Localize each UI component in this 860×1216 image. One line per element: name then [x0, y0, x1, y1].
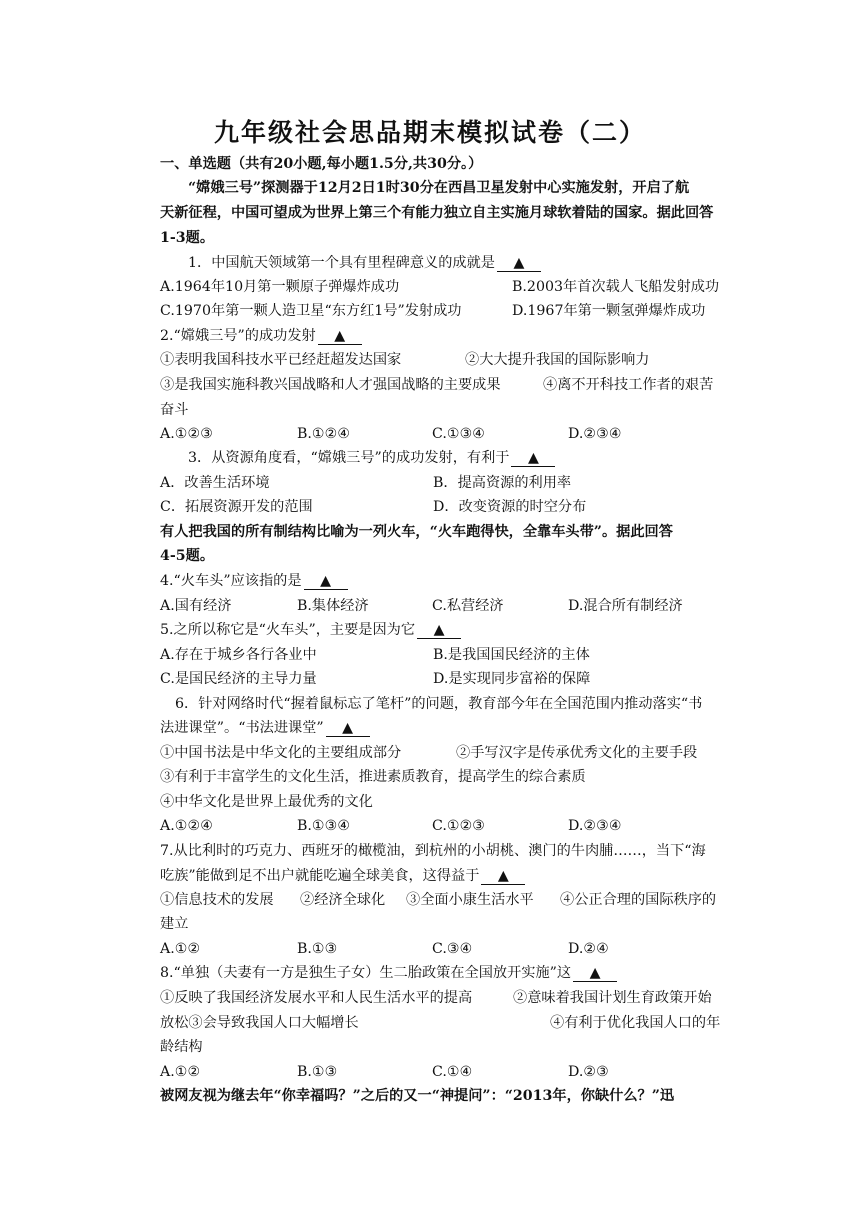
option-a: A.①② [160, 941, 201, 957]
option-b: B.集体经济 [297, 598, 369, 614]
statement-4-continued: 奋斗 [160, 402, 189, 418]
material-2-line-1: 有人把我国的所有制结构比喻为一列火车，“火车跑得快，全靠车头带”。据此回答 [160, 524, 673, 540]
option-a: A.①②④ [160, 818, 213, 834]
option-b: B.①②④ [297, 426, 351, 442]
answer-blank: ▲ [573, 965, 617, 982]
statement-2: ②意味着我国计划生育政策开始 [513, 990, 712, 1006]
option-c: C.1970年第一颗人造卫星“东方红1号”发射成功 [160, 303, 462, 319]
answer-blank: ▲ [417, 622, 461, 639]
option-b: B.①③ [297, 941, 338, 957]
answer-blank: ▲ [481, 868, 525, 885]
statement-3: ③有利于丰富学生的文化生活，推进素质教育，提高学生的综合素质 [160, 769, 586, 785]
option-c: C.是国民经济的主导力量 [160, 671, 317, 687]
statement-2-continued: 放松③会导致我国人口大幅增长 [160, 1015, 359, 1031]
option-d: D．改变资源的时空分布 [433, 499, 587, 515]
question-3-stem [188, 448, 768, 468]
question-7-line-2 [160, 866, 740, 886]
option-a: A.存在于城乡各行各业中 [160, 647, 317, 663]
option-d: D.②③④ [568, 818, 622, 834]
question-6-line-1: 6．针对网络时代“握着鼠标忘了笔杆”的问题，教育部今年在全国范围内推动落实“书 [175, 696, 703, 712]
question-6-line-2 [160, 718, 740, 738]
option-a: A.国有经济 [160, 598, 232, 614]
option-b: B.①③④ [297, 818, 351, 834]
material-3-line-1: 被网友视为继去年“你幸福吗？”之后的又一“神提问”：“2013年，你缺什么？”迅 [160, 1088, 675, 1104]
option-c: C.①③④ [432, 426, 486, 442]
option-d: D.②③ [568, 1064, 609, 1080]
question-4-text: 4.“火车头”应该指的是 [160, 573, 302, 589]
option-b: B.是我国国民经济的主体 [433, 647, 590, 663]
option-c: C．拓展资源开发的范围 [160, 499, 313, 515]
answer-blank: ▲ [318, 328, 362, 345]
question-1-text: 1．中国航天领域第一个具有里程碑意义的成就是 [188, 255, 495, 271]
statement-4: ④有利于优化我国人口的年 [550, 1015, 721, 1031]
statement-2: ②手写汉字是传承优秀文化的主要手段 [456, 745, 698, 761]
question-3-text: 3．从资源角度看，“嫦娥三号”的成功发射，有利于 [188, 450, 510, 466]
question-2-text: 2.“嫦娥三号”的成功发射 [160, 328, 316, 344]
question-5-stem [160, 620, 740, 640]
statement-2: ②经济全球化 [300, 892, 386, 908]
material-1-line-2: 天新征程，中国可望成为世界上第三个有能力独立自主实施月球软着陆的国家。据此回答 [160, 205, 714, 221]
statement-1: ①信息技术的发展 [160, 892, 274, 908]
question-2-stem [160, 326, 740, 346]
material-1-line-3: 1-3题。 [160, 230, 215, 246]
question-7-line-1: 7.从比利时的巧克力、西班牙的橄榄油，到杭州的小胡桃、澳门的牛肉脯……，当下“海 [160, 843, 706, 859]
answer-blank: ▲ [497, 255, 541, 272]
option-d: D.②③④ [568, 426, 622, 442]
question-8-text: 8.“单独（夫妻有一方是独生子女）生二胎政策在全国放开实施”这 [160, 965, 572, 981]
exam-title: 九年级社会思品期末模拟试卷（二） [213, 118, 646, 147]
answer-blank: ▲ [304, 573, 348, 590]
option-b: B.①③ [297, 1064, 338, 1080]
statement-4-continued: 龄结构 [160, 1039, 203, 1055]
question-7-text: 吃族”能做到足不出户就能吃遍全球美食，这得益于 [160, 868, 480, 884]
option-d: D.混合所有制经济 [568, 598, 683, 614]
statement-2: ②大大提升我国的国际影响力 [465, 352, 650, 368]
option-a: A．改善生活环境 [160, 475, 270, 491]
option-c: C.①②③ [432, 818, 486, 834]
statement-4: ④离不开科技工作者的艰苦 [543, 377, 714, 393]
option-c: C.③④ [432, 941, 473, 957]
answer-blank: ▲ [511, 450, 555, 467]
option-b: B.2003年首次载人飞船发射成功 [512, 279, 720, 295]
statement-3: ③全面小康生活水平 [406, 892, 534, 908]
option-c: C.①④ [432, 1064, 473, 1080]
question-6-text: 法进课堂”。“书法进课堂” [160, 720, 324, 736]
option-a: A.①②③ [160, 426, 213, 442]
option-b: B．提高资源的利用率 [433, 475, 572, 491]
option-d: D.②④ [568, 941, 609, 957]
statement-1: ①表明我国科技水平已经赶超发达国家 [160, 352, 402, 368]
material-1-line-1: “嫦娥三号”探测器于12月2日1时30分在西昌卫星发射中心实施发射，开启了航 [188, 180, 690, 196]
section-heading: 一、单选题（共有20小题,每小题1.5分,共30分。） [160, 156, 483, 172]
statement-4-continued: 建立 [160, 916, 189, 932]
option-d: D.1967年第一颗氢弹爆炸成功 [512, 303, 706, 319]
answer-blank: ▲ [326, 720, 370, 737]
material-2-line-2: 4-5题。 [160, 548, 215, 564]
question-8-stem [160, 963, 740, 983]
question-1-stem [188, 253, 768, 273]
statement-4: ④中华文化是世界上最优秀的文化 [160, 794, 373, 810]
question-5-text: 5.之所以称它是“火车头”，主要是因为它 [160, 622, 416, 638]
statement-1: ①反映了我国经济发展水平和人民生活水平的提高 [160, 990, 473, 1006]
option-c: C.私营经济 [432, 598, 504, 614]
statement-1: ①中国书法是中华文化的主要组成部分 [160, 745, 402, 761]
question-4-stem [160, 571, 740, 591]
option-a: A.①② [160, 1064, 201, 1080]
statement-3: ③是我国实施科教兴国战略和人才强国战略的主要成果 [160, 377, 501, 393]
option-a: A.1964年10月第一颗原子弹爆炸成功 [160, 279, 400, 295]
option-d: D.是实现同步富裕的保障 [433, 671, 591, 687]
statement-4: ④公正合理的国际秩序的 [560, 892, 717, 908]
